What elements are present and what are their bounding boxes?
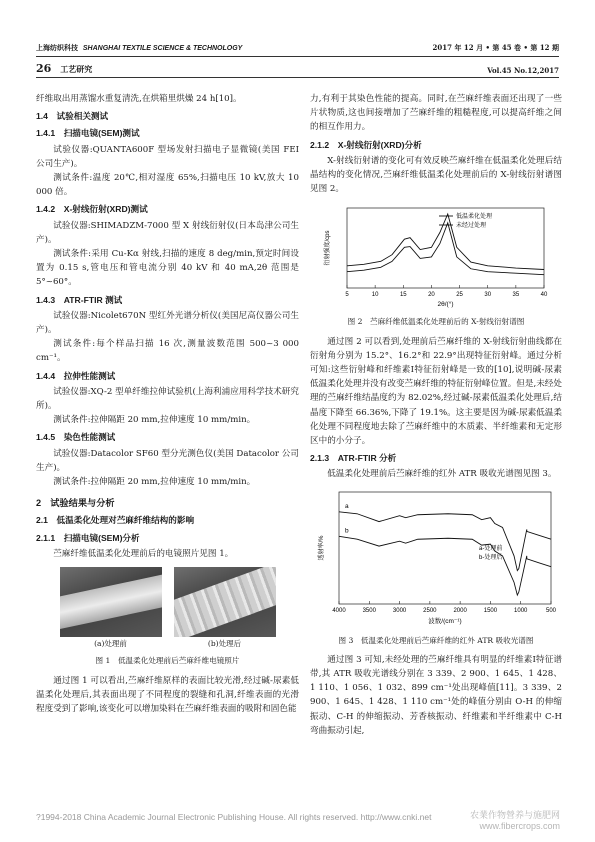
sem-image-before (60, 567, 162, 637)
legend-label: 未经过处理 (455, 223, 486, 230)
figure-1 (36, 567, 299, 651)
sem-image-after (174, 567, 276, 637)
paragraph: 测试条件:每个样品扫描 16 次,测量波数范围 500~3 000 cm⁻¹。 (36, 339, 299, 364)
issue-info: 2017 年 12 月 • 第 45 卷 • 第 12 期 (432, 43, 559, 52)
figure-sublabel: (a)处理前 (94, 639, 127, 649)
figure-3-atr-chart (311, 486, 561, 631)
x-tick-label: 30 (483, 292, 491, 299)
x-tick-label: 3000 (392, 607, 407, 614)
section-heading: 1.4 试验相关测试 (36, 111, 109, 122)
curve-label: a (345, 502, 349, 510)
section-heading: 1.4.3 ATR-FTIR 测试 (36, 294, 123, 305)
paragraph: X-射线衍射谱的变化可有效反映苎麻纤维在低温柔化处理后结晶结构的变化情况,苎麻纤维低温柔化处理前后的 X-射线衍射谱图见图 2。 (310, 155, 562, 195)
section-heading: 2 试验结果与分析 (36, 498, 115, 509)
journal-name: 上海纺织科技 SHANGHAI TEXTILE SCIENCE & TECHNOLOGY (36, 43, 243, 52)
legend-label: b-处理后 (479, 554, 503, 561)
paragraph: 试验仪器:Nicolet670N 型红外光谱分析仪(美国尼高仪器公司生产)。 (36, 310, 299, 336)
paragraph: 试验仪器:XQ-2 型单纤维拉伸试验机(上海利浦应用科学技术研究所)。 (36, 386, 299, 412)
watermark-line: www.fibercrops.com (479, 821, 561, 831)
x-tick-label: 20 (427, 292, 435, 299)
x-axis-label: 2θ/(°) (437, 301, 453, 309)
volume-info: Vol.45 No.12,2017 (487, 66, 559, 75)
paragraph: 试验仪器:QUANTA600F 型场发射扫描电子显微镜(美国 FEI 公司生产)。 (36, 144, 299, 169)
section-heading: 2.1.2 X-射线衍射(XRD)分析 (310, 139, 422, 150)
paragraph: 通过图 1 可以看出,苎麻纤维原样的表面比较光滑,经过碱-尿素低温柔化处理后,其表面出现了不同程度的裂缝和孔洞,纤维表面的光滑程度受到了影响,该变化可以增加染料在苎麻纤维表面的吸附和固色能 (36, 675, 299, 714)
paragraph: 试验仪器:Datacolor SF60 型分光测色仪(美国 Datacolor 公司生产)。 (36, 448, 299, 473)
paragraph: 测试条件:温度 20℃,相对湿度 65%,扫描电压 10 kV,放大 10 000 倍。 (36, 173, 299, 198)
paragraph: 苎麻纤维低温柔化处理前后的电镜照片见图 1。 (53, 548, 234, 559)
figure-caption: 图 3 低温柔化处理前后苎麻纤维的红外 ATR 吸收光谱图 (338, 635, 534, 645)
x-tick-label: 4000 (332, 607, 346, 614)
paragraph: 通过图 3 可知,未经处理的苎麻纤维具有明显的纤维素Ⅰ特征谱带,其 ATR 吸收光谱线分别在 3 339、2 900、1 645、1 428、1 110、1 056、1 032、899 cm⁻¹处出现峰值[11]。3 339、2 900、1 645、1 428、1 110 cm⁻¹处的峰值分别由 O-H 的伸缩振动、C-H 的伸缩振动、芳香核振动、纤维素和半纤维素中 C-H 弯曲振动引起, (310, 654, 562, 736)
figure-sublabel: (b)处理后 (207, 639, 242, 649)
series-line-2 (347, 223, 544, 275)
page-header-bottom (36, 62, 559, 75)
section-heading: 1.4.4 拉伸性能测试 (36, 370, 116, 381)
section-heading: 1.4.5 染色性能测试 (36, 432, 116, 443)
x-tick-label: 40 (540, 292, 547, 299)
left-column (36, 92, 299, 716)
paragraph: 试验仪器:SHIMADZM-7000 型 X 射线衍射仪(日本岛津公司生产)。 (36, 220, 299, 245)
plot-frame (339, 492, 551, 604)
section-heading: 1.4.2 X-射线衍射(XRD)测试 (36, 204, 148, 215)
x-tick-label: 500 (545, 607, 557, 614)
paragraph: 测试条件:拉伸隔距 20 mm,拉伸速度 10 mm/min。 (53, 415, 256, 426)
x-tick-label: 1500 (483, 607, 498, 614)
paragraph: 通过图 2 可以看到,处理前后苎麻纤维的 X-射线衍射曲线都在衍射角分别为 15.2°、16.2°和 22.9°出现特征衍射峰。通过分析可知:这些衍射峰和纤维素Ⅰ特征衍射峰是一致的[10],说明碱-尿素低温柔化处理并没有改变苎麻纤维的特征衍射峰位置。但是,未经处理的苎麻纤维结晶度约为 82.02%,经过碱-尿素低温柔化处理后,结晶度下降至 66.36%,下降了 19.1%。这主要是因为碱-尿素低温柔化处理不同程度地去除了苎麻纤维中的木质素、半纤维素和无定形区中的小分子。 (310, 336, 562, 447)
legend-label: 低温柔化处理 (455, 214, 492, 221)
x-tick-label: 5 (344, 292, 349, 299)
x-tick-label: 2000 (453, 607, 467, 614)
atr-chart-svg (311, 486, 561, 631)
figure-caption: 图 1 低温柔化处理前后苎麻纤维电镜照片 (95, 656, 240, 666)
footer-copyright: ?1994-2018 China Academic Journal Electronic Publishing House. All rights reserved. http://www.cnki.net (36, 812, 432, 822)
x-tick-label: 1000 (514, 607, 528, 614)
y-axis-label: 透射率/% (319, 535, 325, 561)
paragraph: 力,有利于其染色性能的提高。同时,在苎麻纤维表面还出现了一些片状物质,这也间接增加了苎麻纤维的粗糙程度,可以提高纤维之间的相互作用力。 (310, 94, 562, 133)
x-tick-label: 15 (399, 292, 407, 299)
section-heading: 2.1.3 ATR-FTIR 分析 (310, 453, 397, 464)
section-name: 工艺研究 (60, 64, 93, 74)
x-tick-label: 2500 (423, 607, 437, 614)
section-heading: 2.1 低温柔化处理对苎麻纤维结构的影响 (36, 515, 195, 526)
page-number: 26 (36, 62, 52, 75)
watermark (470, 808, 560, 831)
section-heading: 2.1.1 扫描电镜(SEM)分析 (36, 532, 140, 543)
x-axis-label: 波数/(cm⁻¹) (428, 617, 462, 625)
watermark-line: 农業作物營养与施肥网 (470, 810, 561, 820)
header-rule-2 (36, 77, 559, 78)
paragraph: 纤维取出用蒸馏水重复清洗,在烘箱里烘燥 24 h[10]。 (36, 94, 242, 104)
page-header-top (36, 43, 559, 53)
figure-caption: 图 2 苎麻纤维低温柔化处理前后的 X-射线衍射谱图 (347, 317, 525, 327)
paragraph: 测试条件:拉伸隔距 20 mm,拉伸速度 10 mm/min。 (53, 477, 256, 488)
journal-name-en: SHANGHAI TEXTILE SCIENCE & TECHNOLOGY (82, 45, 243, 52)
y-axis-label: 衍射强度/cps (324, 230, 331, 266)
x-tick-label: 35 (512, 292, 519, 299)
header-rule (36, 56, 559, 57)
x-tick-label: 3500 (362, 607, 376, 614)
x-tick-label: 10 (371, 292, 378, 299)
right-column (310, 92, 562, 738)
legend-label: a-处理前 (479, 545, 503, 552)
series-line-1 (339, 511, 551, 570)
curve-label: b (345, 526, 349, 534)
paragraph: 低温柔化处理前后苎麻纤维的红外 ATR 吸收光谱图见图 3。 (327, 469, 557, 480)
section-heading: 1.4.1 扫描电镜(SEM)测试 (36, 128, 140, 139)
x-tick-label: 25 (455, 292, 463, 299)
paragraph: 测试条件:采用 Cu-Kα 射线,扫描的速度 8 deg/min,预定时间设置为 0.15 s,管电压和管电流分别 40 kV 和 40 mA,2θ 范围是 5°~60°。 (36, 249, 299, 288)
xrd-chart-svg (319, 202, 554, 312)
series-line-1 (347, 214, 544, 270)
figure-2-xrd-chart (319, 202, 554, 312)
